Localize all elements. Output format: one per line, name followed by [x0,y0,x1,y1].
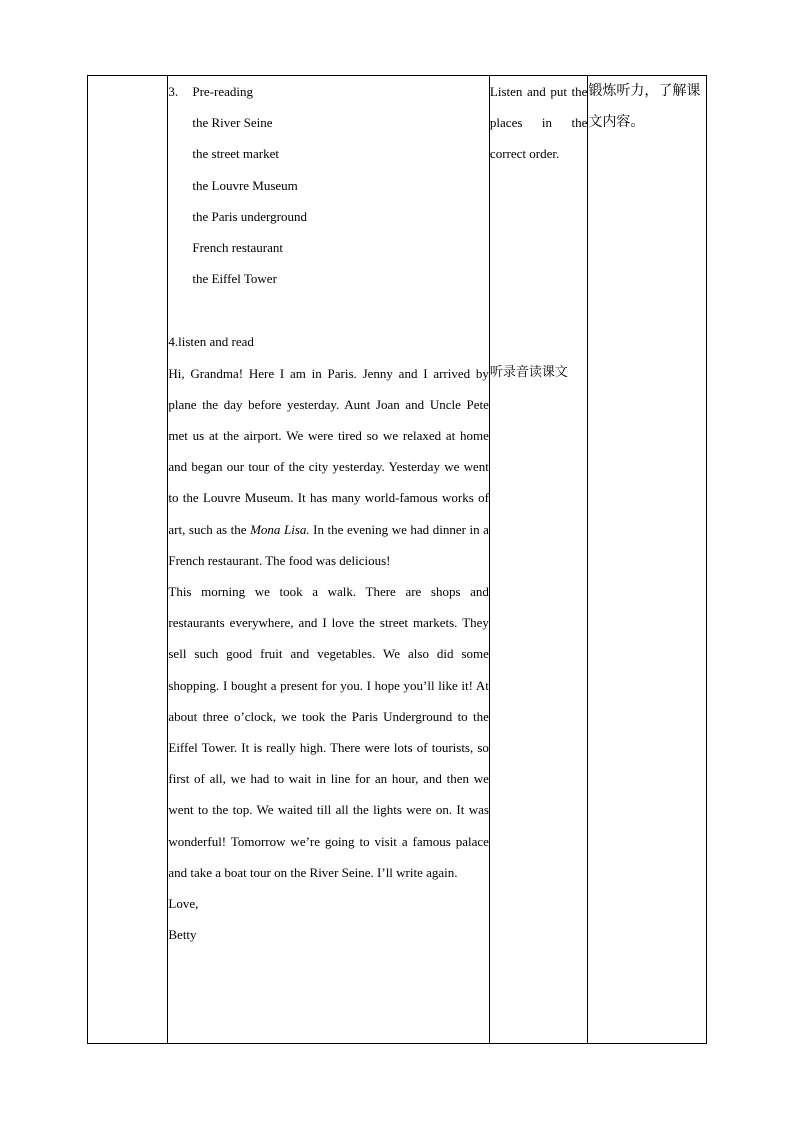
listen-read-heading: 4.listen and read [168,334,254,350]
listening-task: Listen and put the places in the correct order. [489,84,588,162]
letter-paragraph-2: This morning we took a walk. There are shops and restaurants everywhere, and I love the street markets. They sell such good fruit and vegetables. We also did some shopping. I bought a present for you. I hope you’ll like it! At about three o’clock, we took the Paris Underground to the Eiffel Tower. It is really high. There were lots of tourists, so first of all, we had to wait in line for an hour, and then we went to the top. We waited till all the lights were on. It was wonderful! Tomorrow we’re going to visit a famous palace and take a boat tour on the River Seine. I’ll write again. [168,584,489,880]
stage-cell [88,76,168,1044]
letter-signature: Betty [168,927,197,943]
letter-paragraph-1: Hi, Grandma! Here I am in Paris. Jenny and I arrived by plane the day before yesterday. Aunt Joan and Uncle Pete met us at the airport. We were tired so we relaxed at home and began our tour of the city yesterday. Yesterday we went to the Louvre Museum. It has many world-famous works of art, such as the Mona Lisa. In the evening we had dinner in a French restaurant. The food was delicious! [168,365,489,568]
table-row [88,76,707,1044]
listen-and-read-activity: 听录音读课文 [489,364,568,380]
purpose-cell [588,76,707,1044]
pre-reading-item: the Louvre Museum [192,177,298,193]
pre-reading-item: French restaurant [192,240,283,256]
purpose-text: 锻炼听力，了解课文内容。 [588,83,701,130]
letter-closing: Love, [168,896,199,912]
lesson-plan-table [87,75,707,1044]
artwork-title: Mona Lisa. [250,521,310,537]
pre-reading-item: the Paris underground [192,208,307,224]
pre-reading-item: the Eiffel Tower [192,271,277,287]
pre-reading-item: the street market [192,146,280,162]
pre-reading-heading: 3. Pre-reading [168,84,254,99]
student-activity-cell [489,76,587,1044]
teaching-content-cell [168,76,490,1044]
spacer [168,294,489,326]
pre-reading-item: the River Seine [192,115,273,131]
